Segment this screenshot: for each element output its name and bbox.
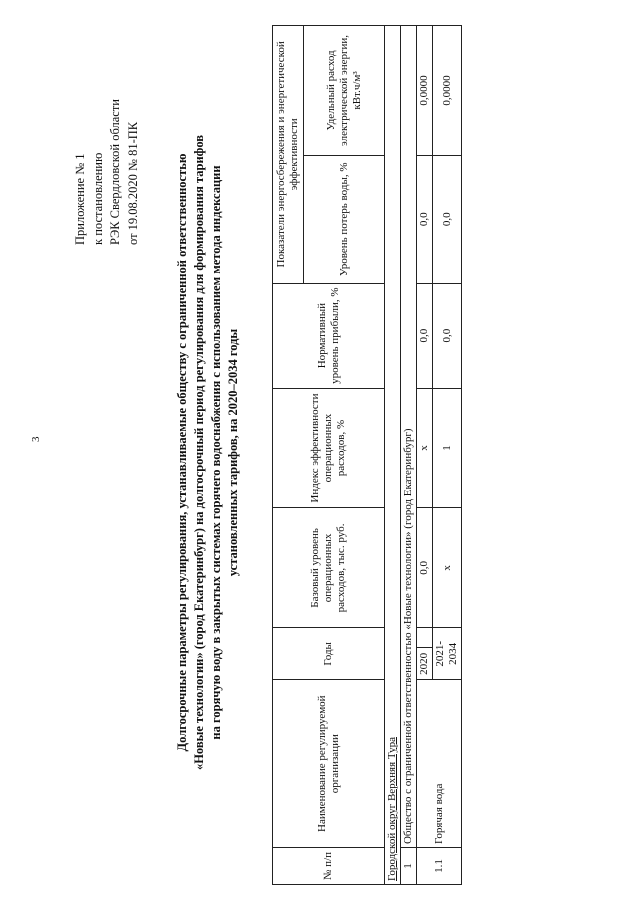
appendix-line-2: к постановлению bbox=[90, 152, 105, 245]
title-line-4: установленных тарифов, на 2020–2034 годы bbox=[226, 328, 240, 577]
cell-index: x bbox=[417, 388, 433, 508]
header-profit: Нормативный уровень прибыли, % bbox=[273, 283, 385, 388]
cell-loss: 0,0 bbox=[433, 155, 462, 283]
cell-profit: 0,0 bbox=[433, 283, 462, 388]
appendix-block bbox=[72, 99, 142, 245]
cell-power: 0,0000 bbox=[433, 26, 462, 156]
cell-base: x bbox=[433, 508, 462, 628]
page-number: 3 bbox=[30, 436, 42, 442]
header-org: Наименование регулируемой организации bbox=[273, 680, 385, 848]
data-row-2020 bbox=[417, 26, 433, 885]
cell-power: 0,0000 bbox=[417, 26, 433, 156]
title-line-1: Долгосрочные параметры регулирования, устанавливаемые обществу с ограниченной ответственностью bbox=[175, 153, 189, 752]
sub-num: 1.1 bbox=[417, 848, 462, 885]
header-years: Годы bbox=[273, 628, 385, 680]
header-index: Индекс эффективности операционных расходов, % bbox=[273, 388, 385, 508]
title-line-3: на горячую воду в закрытых системах горячего водоснабжения с использованием метода индексации bbox=[209, 165, 223, 740]
cell-year: 2020 bbox=[417, 648, 433, 680]
appendix-line-1: Приложение № 1 bbox=[73, 153, 87, 245]
section-label: Городской округ Верхняя Тура bbox=[385, 26, 401, 885]
cell-index: 1 bbox=[433, 388, 462, 508]
header-num: № п/п bbox=[273, 848, 385, 885]
parameters-table bbox=[272, 25, 462, 885]
header-loss: Уровень потерь воды, % bbox=[304, 155, 385, 283]
cell-base: 0,0 bbox=[417, 508, 433, 628]
header-row-1 bbox=[273, 26, 304, 885]
document-title bbox=[174, 10, 242, 895]
org-name: Общество с ограниченной ответственностью «Новые технологии» (город Екатеринбург) bbox=[401, 26, 417, 848]
cell-loss: 0,0 bbox=[417, 155, 433, 283]
header-power: Удельный расход электрической энергии, кВт.ч/м³ bbox=[304, 26, 385, 156]
section-row bbox=[385, 26, 401, 885]
org-num: 1 bbox=[401, 848, 417, 885]
appendix-line-4: от 19.08.2020 № 81-ПК bbox=[125, 121, 140, 245]
sub-name: Горячая вода bbox=[417, 680, 462, 848]
cell-year: 2021-2034 bbox=[433, 628, 462, 680]
appendix-line-3: РЭК Свердловской области bbox=[108, 99, 122, 245]
header-group: Показатели энергосбережения и энергетической эффективности bbox=[273, 26, 304, 284]
cell-profit: 0,0 bbox=[417, 283, 433, 388]
title-line-2: «Новые технологии» (город Екатеринбург) на долгосрочный период регулирования для формирования тарифов bbox=[192, 134, 206, 771]
header-base: Базовый уровень операционных расходов, тыс. руб. bbox=[273, 508, 385, 628]
org-row bbox=[401, 26, 417, 885]
